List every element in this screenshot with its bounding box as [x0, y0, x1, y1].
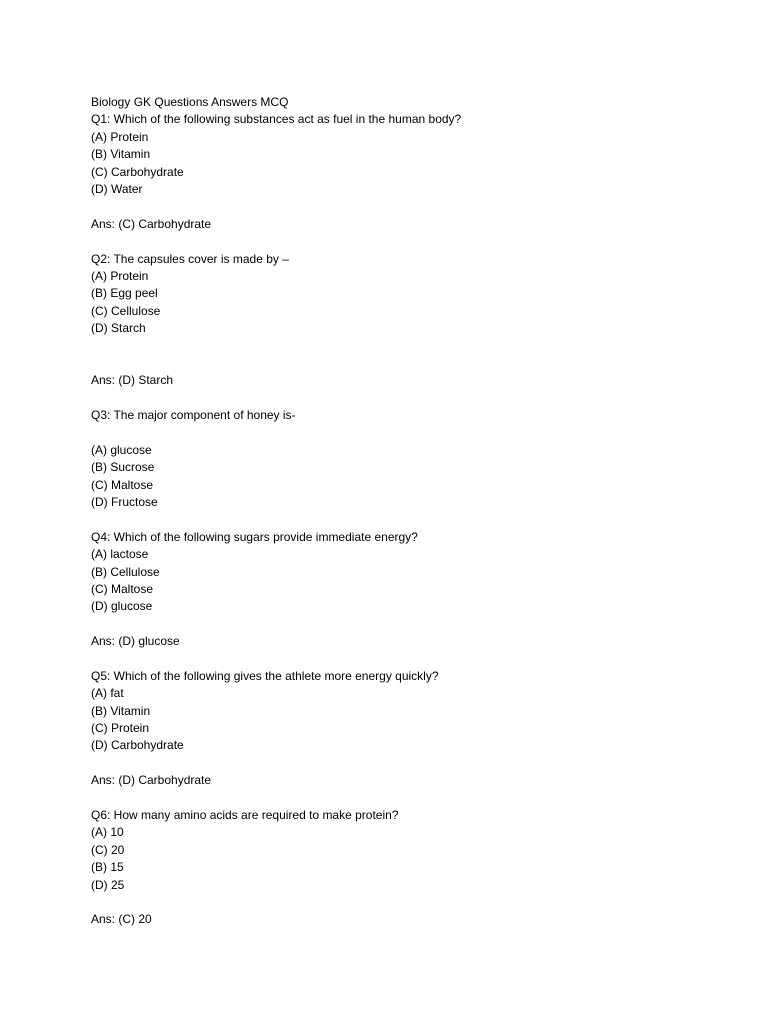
option-b: (B) Cellulose [91, 564, 160, 579]
option-c: (C) Maltose [91, 477, 154, 492]
question-text: Q4: Which of the following sugars provide immediate energy? [91, 529, 418, 544]
option-a: (A) fat [91, 686, 124, 701]
option-c: (C) Cellulose [91, 303, 161, 318]
option-c: (C) Protein [91, 721, 150, 736]
question-text: Q3: The major component of honey is- [91, 408, 296, 423]
answer-text: Ans: (D) Carbohydrate [91, 773, 212, 788]
option-a: (A) Protein [91, 129, 149, 144]
question-block-q1 [91, 111, 731, 233]
question-text: Q2: The capsules cover is made by – [91, 251, 289, 266]
option-b: (B) 15 [91, 860, 124, 875]
question-block-q2 [91, 251, 731, 390]
option-d: (D) Carbohydrate [91, 738, 184, 753]
answer-text: Ans: (D) glucose [91, 634, 180, 649]
answer-text: Ans: (D) Starch [91, 373, 174, 388]
option-b: (B) Egg peel [91, 286, 158, 301]
option-d: (D) 25 [91, 877, 125, 892]
answer-text: Ans: (C) Carbohydrate [91, 216, 212, 231]
option-d: (D) Starch [91, 321, 146, 336]
answer-text: Ans: (C) 20 [91, 912, 152, 927]
option-c: (C) Carbohydrate [91, 164, 184, 179]
option-b: (B) Vitamin [91, 147, 151, 162]
document-title: Biology GK Questions Answers MCQ [91, 95, 289, 109]
document-page [91, 94, 731, 929]
option-d: (D) Water [91, 181, 143, 196]
question-text: Q5: Which of the following gives the athlete more energy quickly? [91, 668, 439, 683]
option-c: (C) Maltose [91, 581, 154, 596]
option-b: (B) Vitamin [91, 703, 151, 718]
question-block-q4 [91, 529, 731, 651]
question-block-q5 [91, 668, 731, 790]
option-b: (B) Sucrose [91, 460, 155, 475]
question-text: Q6: How many amino acids are required to make protein? [91, 808, 399, 823]
option-d: (D) glucose [91, 599, 153, 614]
option-a: (A) lactose [91, 547, 149, 562]
option-a: (A) glucose [91, 442, 152, 457]
option-d: (D) Fructose [91, 495, 158, 509]
question-block-q3 [91, 407, 731, 511]
option-a: (A) 10 [91, 825, 124, 840]
question-text: Q1: Which of the following substances act as fuel in the human body? [91, 112, 462, 127]
option-a: (A) Protein [91, 268, 149, 283]
option-c: (C) 20 [91, 842, 125, 857]
question-block-q6 [91, 807, 731, 929]
